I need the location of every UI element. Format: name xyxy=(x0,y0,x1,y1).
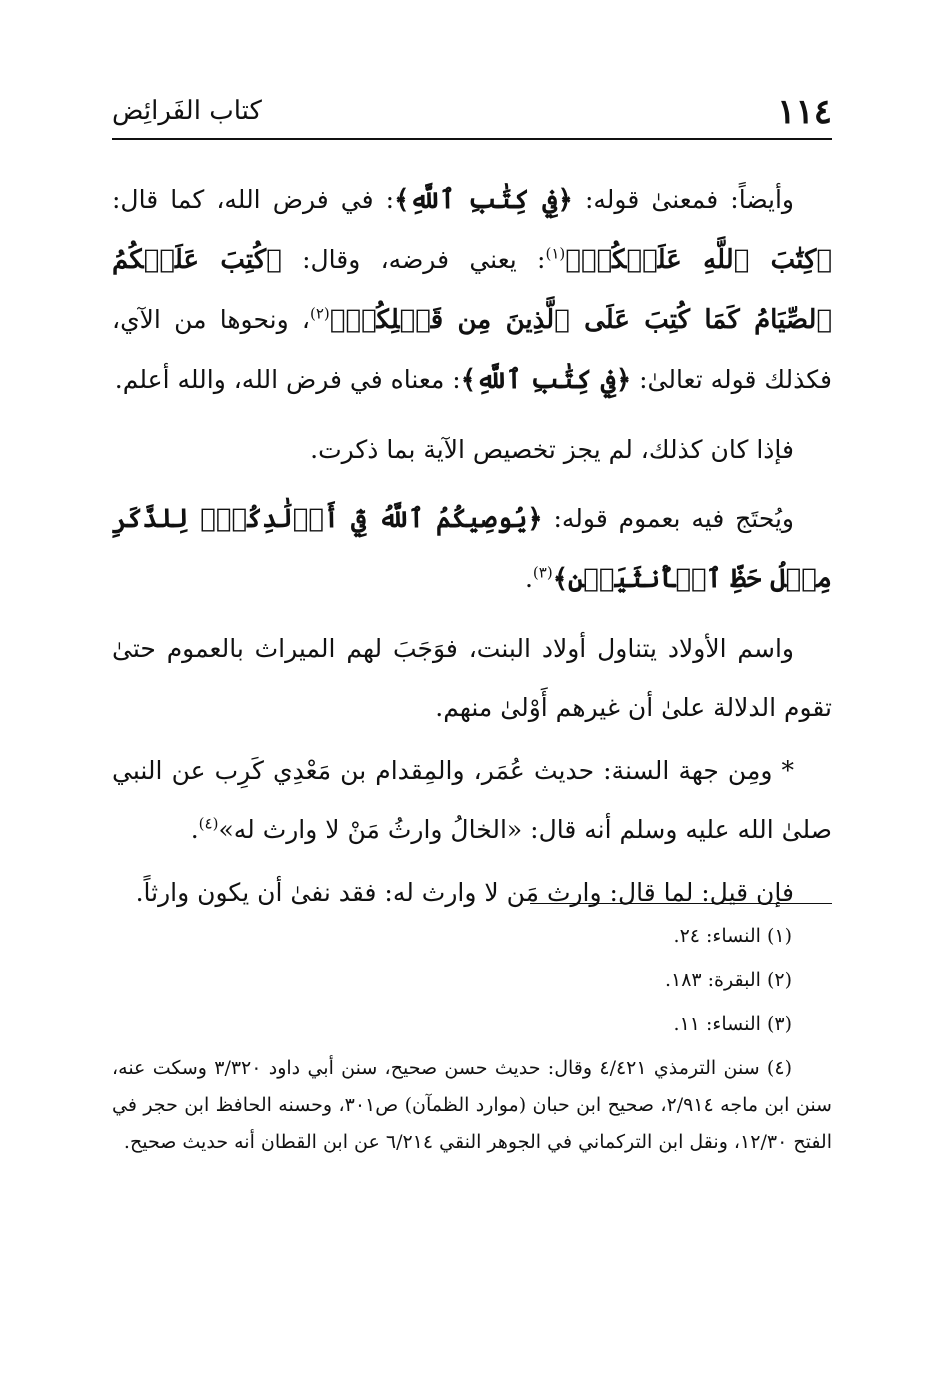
quran-quote: ﴿فِي كِتَٰبِ ٱللَّهِ﴾ xyxy=(394,185,573,215)
text-span: : يعني فرضه، وقال: xyxy=(281,245,546,274)
footnote-1: (١) النساء: ٢٤. xyxy=(673,925,792,947)
paragraph-3 xyxy=(112,489,832,609)
main-text xyxy=(112,170,832,932)
page-header xyxy=(112,88,832,138)
footnote-ref-3: (٣) xyxy=(532,563,553,582)
text-span: ويُحتَج فيه بعموم قوله: xyxy=(542,504,794,533)
header-rule xyxy=(112,138,832,140)
text-span: : في فرض الله، كما قال: xyxy=(112,185,395,214)
quran-quote: ﴿فِي كِتَٰبِ ٱللَّهِ﴾ xyxy=(460,365,632,395)
footnote-ref-1: (١) xyxy=(545,244,566,263)
text-span: : معناه في فرض الله، والله أعلم. xyxy=(114,365,461,394)
text-span: ، ونحوها من الآي، فكذلك قوله تعالىٰ: xyxy=(112,305,832,394)
footnote-ref-4: (٤) xyxy=(198,814,219,833)
page-number: ١١٤ xyxy=(777,92,832,132)
paragraph-6: فإن قيل: لما قال: وارث مَن لا وارث له: فقد نفىٰ أن يكون وارثاً. xyxy=(135,878,794,907)
quran-quote: ﴿يُوصِيكُمُ ٱللَّهُ فِيٓ أَوۡلَٰدِكُمۡۖ لِلذَّكَرِ مِثۡلُ حَظِّ ٱلۡأُنثَيَيۡنِ﴾ xyxy=(112,504,832,594)
paragraph-1 xyxy=(112,170,832,410)
quran-quote: ﴿كِتَٰبَ ٱللَّهِ عَلَيۡكُمۡ﴾ xyxy=(565,245,832,275)
footnote-4: (٤) سنن الترمذي ٤/٤٢١ وقال: حديث حسن صحيح، سنن أبي داود ٣/٣٢٠ وسكت عنه، سنن ابن ماجه ٢/٩١٤، صحيح ابن حبان (موارد الظمآن) ص٣٠١، وحسنه الحافظ ابن حجر في الفتح ١٢/٣٠، ونقل ابن التركماني في الجوهر النقي ٦/٢١٤ عن ابن القطان أنه حديث صحيح. xyxy=(112,1057,832,1153)
text-span: . xyxy=(524,564,533,593)
quran-quote: ﴿كُتِبَ عَلَيۡكُمُ ٱلصِّيَامُ كَمَا كُتِبَ عَلَى ٱلَّذِينَ مِن قَبۡلِكُمۡ﴾ xyxy=(112,245,833,335)
text-span: . xyxy=(190,815,199,844)
paragraph-2: فإذا كان كذلك، لم يجز تخصيص الآية بما ذكرت. xyxy=(310,435,794,464)
footnote-3: (٣) النساء: ١١. xyxy=(673,1013,792,1035)
paragraph-5 xyxy=(112,741,832,859)
footnotes xyxy=(112,918,832,1168)
text-span: وأيضاً: فمعنىٰ قوله: xyxy=(572,185,794,214)
footnote-separator xyxy=(530,903,832,904)
footnote-2: (٢) البقرة: ١٨٣. xyxy=(664,969,792,991)
running-title: كتاب الفَرائِض xyxy=(112,96,262,126)
paragraph-4: واسم الأولاد يتناول أولاد البنت، فوَجَبَ لهم الميراث بالعموم حتىٰ تقوم الدلالة علىٰ أن غيرهم أَوْلىٰ منهم. xyxy=(112,634,832,722)
footnote-ref-2: (٢) xyxy=(309,304,330,323)
text-span: * ومِن جهة السنة: حديث عُمَر، والمِقدام بن مَعْدِي كَرِب عن النبي صلىٰ الله عليه وسلم أنه قال: «الخالُ وارثُ مَنْ لا وارث له» xyxy=(112,756,832,844)
